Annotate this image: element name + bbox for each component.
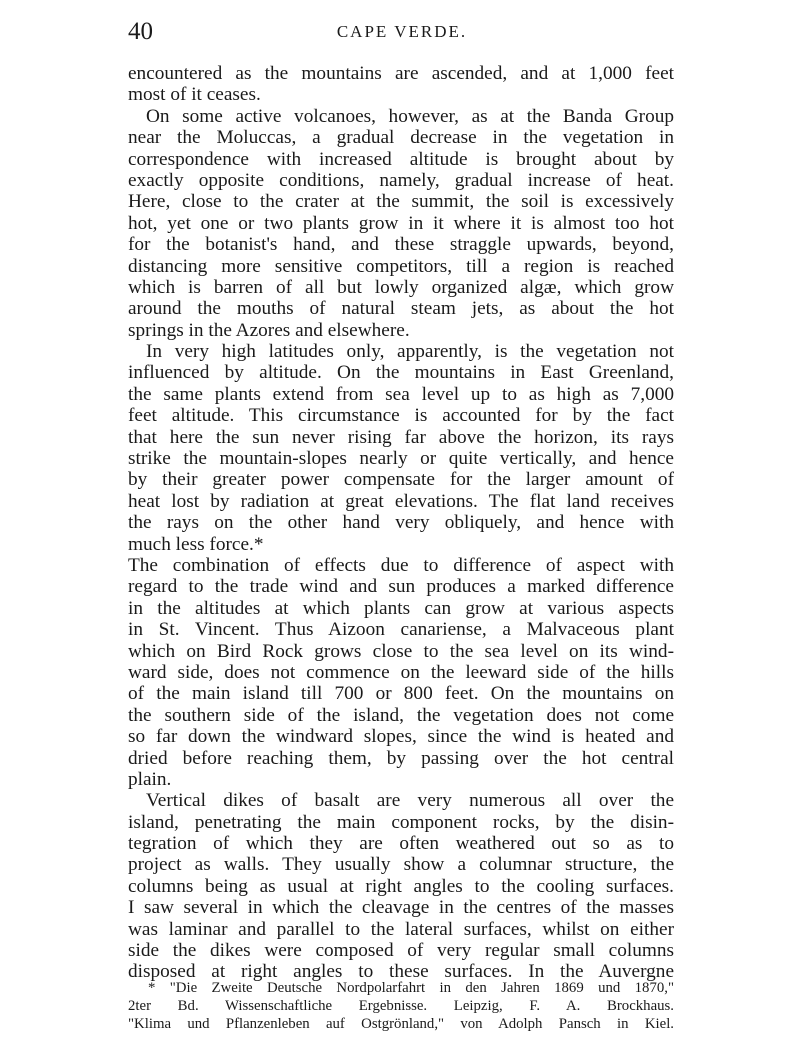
- footnote: [128, 979, 674, 1033]
- text-line: distancing more sensitive competitors, till a region is reached: [128, 255, 674, 277]
- text-line: Vertical dikes of basalt are very numerous all over the: [146, 790, 674, 812]
- text-line: The combination of effects due to difference of aspect with: [128, 554, 674, 576]
- text-line: around the mouths of natural steam jets, as about the hot: [128, 298, 674, 320]
- text-line: the rays on the other hand very obliquely, and hence with: [128, 512, 674, 534]
- footnote-line: "Klima und Pflanzenleben auf Ostgrönland," von Adolph Pansch in Kiel.: [128, 1016, 674, 1032]
- text-line: that here the sun never rising far above the horizon, its rays: [128, 426, 674, 448]
- text-line: exactly opposite conditions, namely, gradual increase of heat.: [128, 169, 674, 191]
- text-line: springs in the Azores and elsewhere.: [128, 319, 410, 341]
- text-line: in the altitudes at which plants can grow at various aspects: [128, 597, 674, 619]
- text-line: tegration of which they are often weathered out so as to: [128, 833, 674, 855]
- text-line: regard to the trade wind and sun produces a marked difference: [128, 576, 674, 598]
- text-line: plain.: [128, 768, 172, 790]
- text-line: encountered as the mountains are ascended, and at 1,000 feet: [128, 63, 674, 84]
- text-line: correspondence with increased altitude is brought about by: [128, 148, 674, 170]
- text-line: disposed at right angles to these surfaces. In the Auvergne: [128, 961, 674, 983]
- footnote-line: 2ter Bd. Wissenschaftliche Ergebnisse. Leipzig, F. A. Brockhaus.: [128, 998, 674, 1014]
- text-line: by their greater power compensate for the larger amount of: [128, 469, 674, 491]
- text-line: the southern side of the island, the vegetation does not come: [128, 704, 674, 726]
- text-line: much less force.*: [128, 533, 264, 555]
- text-line: On some active volcanoes, however, as at the Banda Group: [146, 105, 674, 127]
- text-line: so far down the windward slopes, since the wind is heated and: [128, 726, 674, 748]
- text-line: which on Bird Rock grows close to the sea level on its wind-: [128, 640, 674, 662]
- page-number: 40: [128, 18, 153, 45]
- text-line: columns being as usual at right angles to the cooling surfaces.: [128, 875, 674, 897]
- body-text: [128, 63, 674, 983]
- text-line: most of it ceases.: [128, 84, 261, 106]
- text-line: Here, close to the crater at the summit, the soil is excessively: [128, 191, 674, 213]
- text-line: dried before reaching them, by passing over the hot central: [128, 747, 674, 769]
- text-line: I saw several in which the cleavage in the centres of the masses: [128, 897, 674, 919]
- text-line: ward side, does not commence on the leeward side of the hills: [128, 661, 674, 683]
- text-line: which is barren of all but lowly organized algæ, which grow: [128, 276, 674, 298]
- footnote-line: * "Die Zweite Deutsche Nordpolarfahrt in den Jahren 1869 und 1870,": [148, 980, 674, 996]
- text-line: was laminar and parallel to the lateral surfaces, whilst on either: [128, 918, 674, 940]
- text-line: influenced by altitude. On the mountains in East Greenland,: [128, 362, 674, 384]
- text-line: In very high latitudes only, apparently, is the vegetation not: [146, 341, 674, 363]
- text-line: for the botanist's hand, and these straggle upwards, beyond,: [128, 234, 674, 256]
- text-line: island, penetrating the main component rocks, by the disin-: [128, 811, 674, 833]
- text-line: side the dikes were composed of very regular small columns: [128, 940, 674, 962]
- text-line: feet altitude. This circumstance is accounted for by the fact: [128, 405, 674, 427]
- page-header: [128, 18, 676, 48]
- text-line: heat lost by radiation at great elevations. The flat land receives: [128, 490, 674, 512]
- text-line: in St. Vincent. Thus Aizoon canariense, a Malvaceous plant: [128, 619, 674, 641]
- text-line: hot, yet one or two plants grow in it where it is almost too hot: [128, 212, 674, 234]
- text-line: the same plants extend from sea level up to as high as 7,000: [128, 383, 674, 405]
- text-line: near the Moluccas, a gradual decrease in the vegetation in: [128, 127, 674, 149]
- text-line: of the main island till 700 or 800 feet. On the mountains on: [128, 683, 674, 705]
- text-line: project as walls. They usually show a columnar structure, the: [128, 854, 674, 876]
- running-title: CAPE VERDE.: [336, 22, 468, 41]
- text-line: strike the mountain-slopes nearly or quite vertically, and hence: [128, 448, 674, 470]
